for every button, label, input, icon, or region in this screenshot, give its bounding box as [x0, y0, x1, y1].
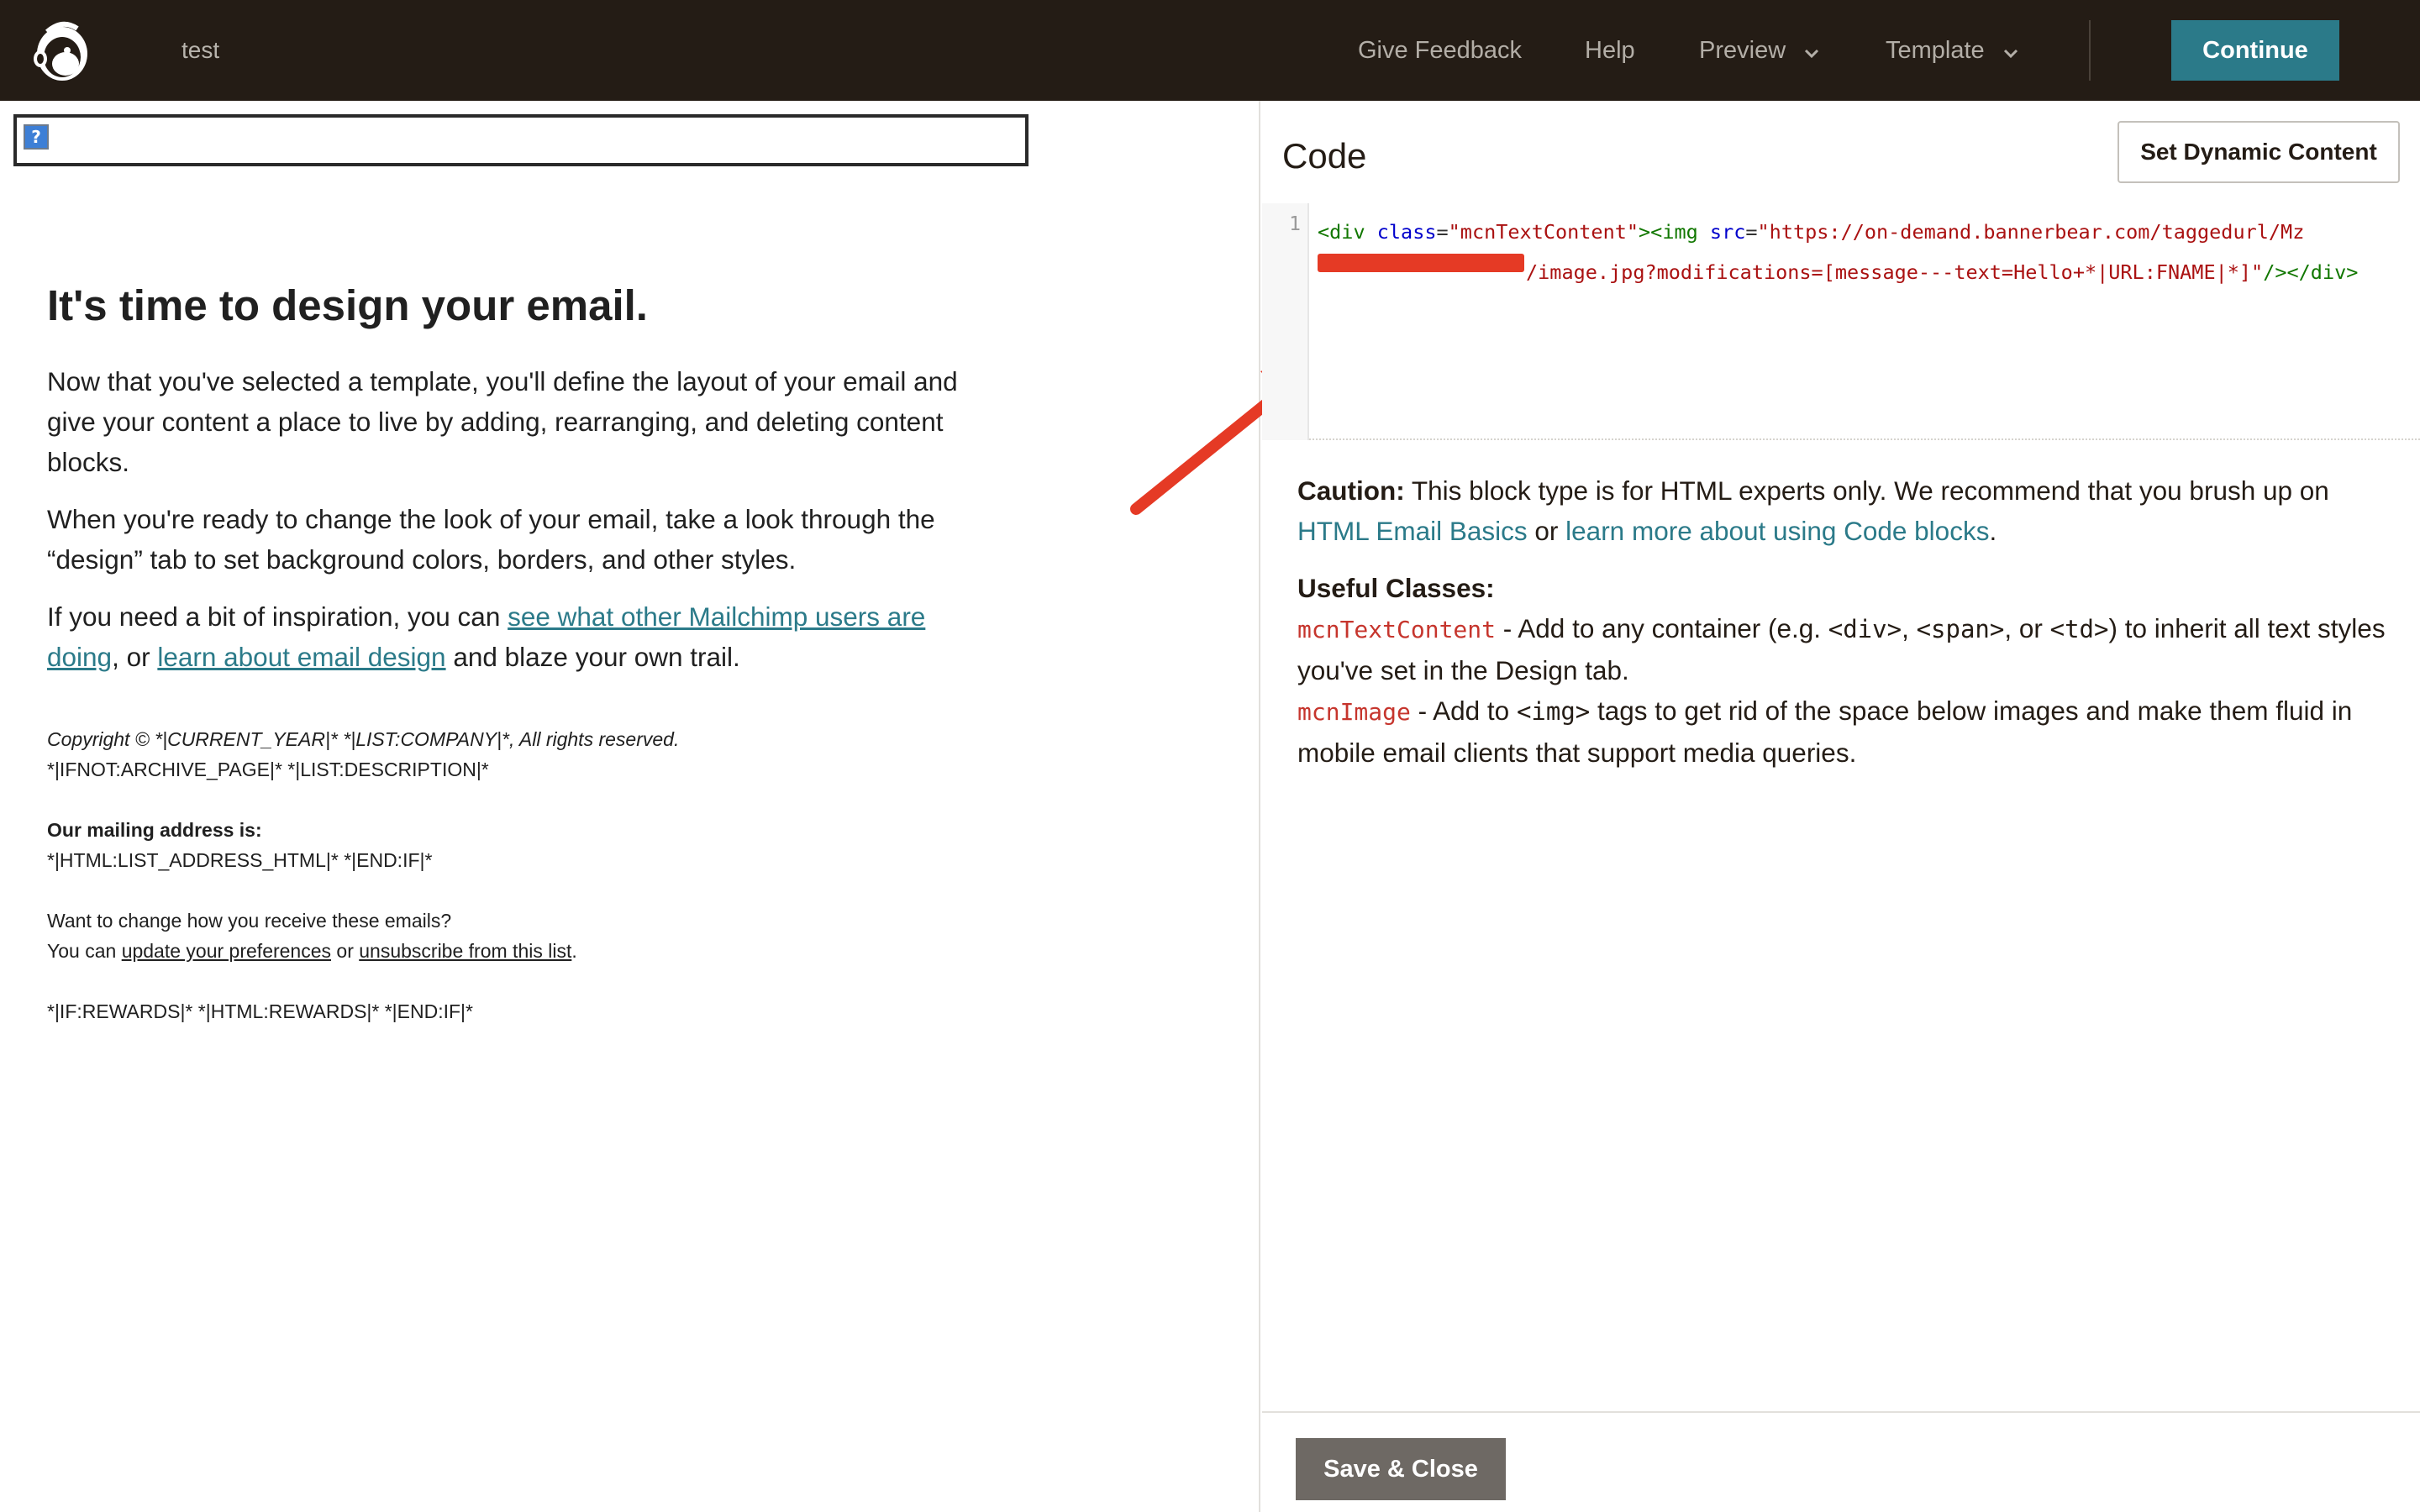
code-token-string: /image.jpg?modifications=[message---text=Hello+*|URL:FNAME|*]" [1526, 260, 2264, 284]
inspiration-paragraph [47, 596, 997, 677]
give-feedback-link[interactable]: Give Feedback [1358, 37, 1523, 64]
editor-footer [1262, 1411, 2420, 1512]
code-block-image-placeholder[interactable] [13, 114, 1028, 166]
footer-mailing-value: *|HTML:LIST_ADDRESS_HTML|* *|END:IF|* [47, 849, 433, 871]
footer-you-can: You can [47, 940, 122, 962]
code-blocks-link[interactable]: learn more about using Code blocks [1565, 516, 1990, 546]
footer-copyright-block [47, 724, 803, 785]
footer-preferences-line [47, 936, 803, 966]
code-token-eq: = [1436, 220, 1449, 244]
save-close-button[interactable]: Save & Close [1296, 1438, 1506, 1500]
set-dynamic-content-button[interactable]: Set Dynamic Content [2118, 121, 2400, 183]
class-name-image: mcnImage [1297, 698, 1411, 726]
code-token-eq: = [1745, 220, 1758, 244]
intro-paragraph: Now that you've selected a template, you'll define the layout of your email and give your content a place to live by adding, rearranging, and deleting content blocks. [47, 366, 958, 477]
inspiration-suffix: and blaze your own trail. [445, 642, 740, 672]
email-preview-pane [0, 101, 1260, 1512]
broken-image-icon: ? [24, 124, 49, 150]
caution-or: or [1527, 516, 1566, 546]
footer-copyright: Copyright © *|CURRENT_YEAR|* *|LIST:COMPANY|*, All rights reserved. [47, 728, 680, 750]
preview-menu[interactable] [1699, 34, 1819, 68]
class-name-text-content: mcnTextContent [1297, 616, 1497, 643]
chevron-down-icon [1804, 34, 1819, 68]
panel-title: Code [1282, 136, 1367, 176]
comma-or: , or [2004, 613, 2050, 643]
footer-or: or [331, 940, 360, 962]
code-editor[interactable] [1262, 203, 2420, 440]
footer-preferences-block [47, 906, 803, 966]
help-link[interactable]: Help [1585, 37, 1635, 64]
email-design-link[interactable]: learn about email design [157, 642, 446, 672]
top-navbar [0, 0, 2420, 101]
footer-change-question: Want to change how you receive these emails? [47, 910, 452, 932]
update-preferences-link[interactable]: update your preferences [121, 940, 332, 962]
code-token-tag: ><img [1639, 220, 1710, 244]
code-help-text [1297, 470, 2390, 773]
footer-archive-merge: *|IFNOT:ARCHIVE_PAGE|* *|LIST:DESCRIPTION|* [47, 759, 489, 780]
footer-rewards-merge: *|IF:REWARDS|* *|HTML:REWARDS|* *|END:IF|* [47, 1000, 473, 1022]
chevron-down-icon [2003, 34, 2018, 68]
code-token-tag: <div [1318, 220, 1377, 244]
footer-mailing-heading: Our mailing address is: [47, 819, 262, 841]
email-heading: It's time to design your email. [47, 281, 648, 329]
useful-classes-heading: Useful Classes: [1297, 573, 1495, 603]
div-tag-code: <div> [1828, 615, 1902, 643]
preview-menu-label: Preview [1699, 37, 1786, 64]
footer-period: . [571, 940, 577, 962]
code-token-attr: src [1709, 220, 1746, 244]
line-number: 1 [1289, 213, 1301, 235]
footer-address-block [47, 815, 803, 875]
template-menu[interactable] [1886, 34, 2018, 68]
caution-label: Caution: [1297, 475, 1405, 506]
redaction-mark [1318, 254, 1524, 272]
line-gutter [1262, 203, 1309, 440]
class-image-desc [1297, 690, 2390, 773]
caution-period: . [1989, 516, 1997, 546]
code-token-string: "mcnTextContent" [1448, 220, 1639, 244]
class-text-content-desc [1297, 608, 2390, 690]
code-token-attr: class [1376, 220, 1437, 244]
caution-paragraph [1297, 470, 2390, 551]
class1-desc-a: - Add to any container (e.g. [1496, 613, 1828, 643]
img-tag-code: <img> [1516, 697, 1591, 726]
code-token-tag: /></div> [2263, 260, 2359, 284]
continue-button[interactable]: Continue [2171, 20, 2339, 81]
inspiration-prefix: If you need a bit of inspiration, you can [47, 601, 508, 632]
inspiration-middle: , or [112, 642, 158, 672]
code-token-string: "https://on-demand.bannerbear.com/taggedurl/Mz [1757, 220, 2305, 244]
code-content[interactable] [1318, 212, 2410, 292]
class1-desc-b: ) to inherit all text styles you've set in the Design tab. [1297, 613, 2386, 685]
unsubscribe-link[interactable]: unsubscribe from this list [359, 940, 572, 962]
code-editor-panel [1262, 101, 2420, 1512]
mailchimp-users-link[interactable]: see what other Mailchimp users are doing [47, 601, 926, 672]
html-email-basics-link[interactable]: HTML Email Basics [1297, 516, 1528, 546]
class2-desc-a: - Add to [1410, 696, 1517, 726]
comma: , [1902, 613, 1917, 643]
td-tag-code: <td> [2049, 615, 2109, 643]
campaign-name[interactable]: test [182, 37, 220, 63]
caution-text: This block type is for HTML experts only. We recommend that you brush up on [1404, 475, 2329, 506]
nav-divider [2089, 20, 2091, 81]
template-menu-label: Template [1886, 37, 1985, 64]
mailchimp-logo-icon[interactable] [29, 17, 96, 84]
design-paragraph: When you're ready to change the look of your email, take a look through the “design” tab to set background colors, borders, and other styles. [47, 504, 935, 575]
span-tag-code: <span> [1916, 615, 2005, 643]
class2-desc-b: tags to get rid of the space below images and make them fluid in mobile email clients that support media queries. [1297, 696, 2353, 768]
